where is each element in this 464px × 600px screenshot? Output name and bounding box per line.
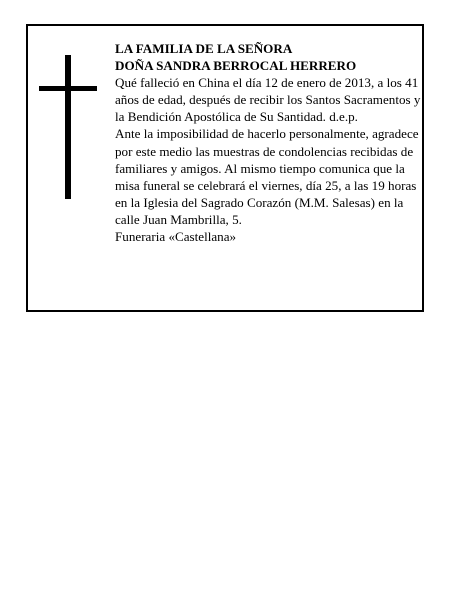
thanks-and-funeral-paragraph: Ante la imposibilidad de hacerlo personalmente, agradece por este medio las muestras de condolencias recibidas de familiares y amigos. Al mismo tiempo comunica que la misa funeral se celebrará el viernes, día 25, a las 19 horas en la Iglesia del Sagrado Corazón (M.M. Salesas) en la calle Juan Mambrilla, 5.: [115, 126, 419, 227]
obituary-text: [115, 40, 421, 245]
deceased-name: DOÑA SANDRA BERROCAL HERRERO: [115, 58, 357, 74]
cross-horizontal-bar: [39, 86, 97, 91]
cross-vertical-bar: [65, 55, 71, 199]
funeral-home-name: Funeraria «Castellana»: [115, 229, 237, 245]
obituary-notice: [26, 24, 424, 312]
death-details-paragraph: Qué falleció en China el día 12 de enero de 2013, a los 41 años de edad, después de recibir los Santos Sacramentos y la Bendición Apostólica de Su Santidad. d.e.p.: [115, 75, 421, 125]
family-heading: LA FAMILIA DE LA SEÑORA: [115, 41, 293, 56]
latin-cross-icon: [39, 55, 97, 199]
